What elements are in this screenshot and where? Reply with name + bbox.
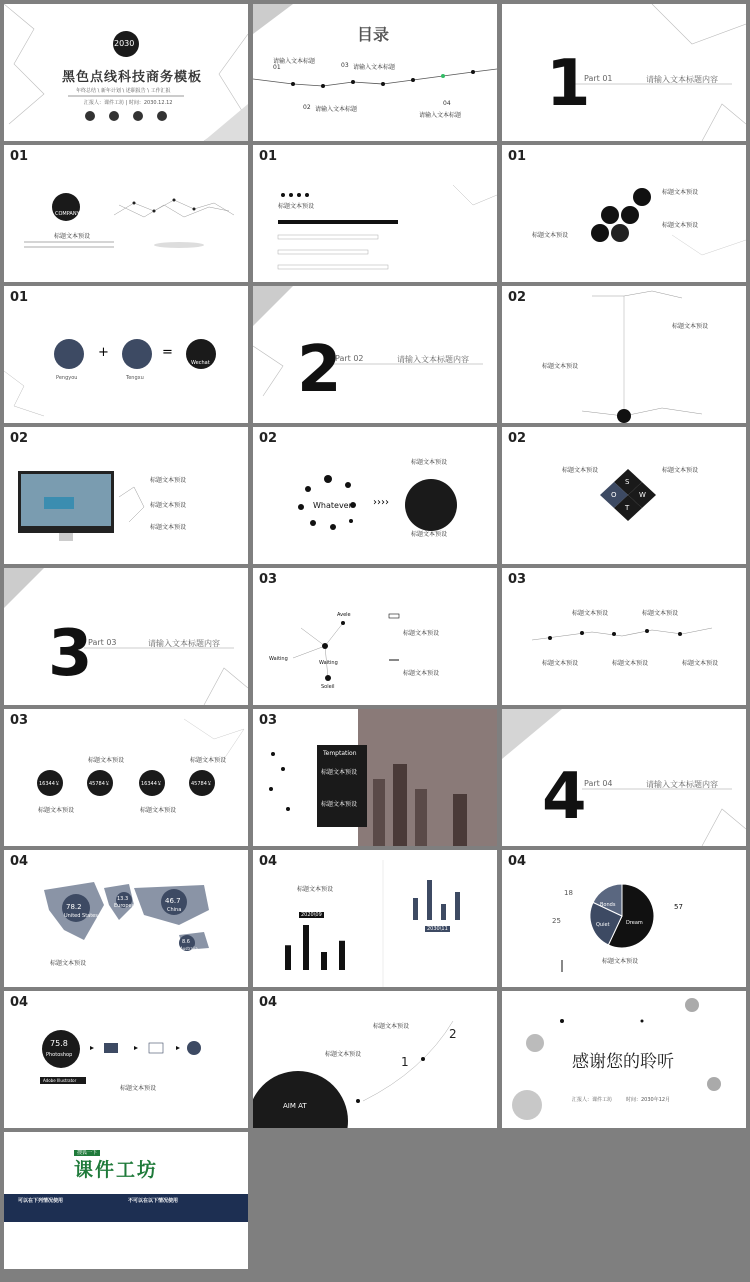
heading: 标题文本预设 <box>672 323 709 330</box>
heading: 标题文本预设 <box>150 524 187 531</box>
map-us-pct: 78.2 <box>66 903 82 911</box>
slide-hexagons[interactable] <box>502 145 746 282</box>
toc-item-2-num: 02 <box>303 104 311 111</box>
section-number: 01 <box>10 290 29 305</box>
price-1: 16344￥ <box>39 781 60 787</box>
part-title: 请输入文本标题内容 <box>646 780 718 789</box>
section-number: 02 <box>10 431 29 446</box>
empty-cell <box>502 1132 746 1269</box>
slide-city[interactable] <box>253 709 497 846</box>
swot-w: W <box>639 491 646 499</box>
hbar-graphic <box>253 145 497 282</box>
price-4: 45784￥ <box>191 781 212 787</box>
heading: 标题文本预设 <box>572 610 609 617</box>
slide-equation[interactable] <box>4 286 248 423</box>
slide-part-2[interactable] <box>253 286 497 423</box>
pie-quiet: Quiet <box>596 922 610 928</box>
thanks-time: 时间：2030年12月 <box>626 1097 671 1103</box>
photoshop-pct: 75.8 <box>50 1039 68 1048</box>
toc-item-1-num: 01 <box>273 64 281 71</box>
section-number: 02 <box>259 431 278 446</box>
number-2: 2 <box>449 1027 457 1041</box>
price-circles <box>4 709 248 846</box>
heading: 标题文本预设 <box>325 1051 362 1058</box>
pengyou-label: Pengyou <box>56 375 78 381</box>
section-number: 03 <box>508 572 527 587</box>
slide-bar-charts[interactable] <box>253 850 497 987</box>
cover-title: 黑色点线科技商务模板 <box>62 70 203 85</box>
heading: 标题文本预设 <box>150 502 187 509</box>
heading: 标题文本预设 <box>54 233 91 240</box>
heading: 标题文本预设 <box>612 660 649 667</box>
toc-title: 目录 <box>357 25 390 44</box>
bar2-1 <box>413 898 418 920</box>
swot-t: T <box>625 504 630 512</box>
waiting2-label: Waiting <box>319 660 338 666</box>
part-digit: 4 <box>542 760 587 834</box>
illustrator-label: Adobe Illustrator <box>43 1078 77 1083</box>
whatever-label: Whatever <box>313 501 352 510</box>
swot-o: O <box>611 491 617 499</box>
part-digit: 1 <box>546 47 591 121</box>
heading: 标题文本预设 <box>662 222 699 229</box>
section-number: 01 <box>259 149 278 164</box>
para-line <box>24 241 114 243</box>
slide-aim[interactable] <box>253 991 497 1128</box>
slide-part-3[interactable] <box>4 568 248 705</box>
price-2: 45784￥ <box>89 781 110 787</box>
heading: 标题文本预设 <box>642 610 679 617</box>
slide-company[interactable] <box>4 145 248 282</box>
section-number: 03 <box>259 713 278 728</box>
section-number: 04 <box>10 854 29 869</box>
slide-pie[interactable] <box>502 850 746 987</box>
network-decor <box>502 709 746 846</box>
swot-s: S <box>625 478 630 486</box>
temptation-label: Temptation <box>323 750 357 757</box>
heading: 标题文本预设 <box>602 958 639 965</box>
arrows: ›››› <box>373 497 389 508</box>
empty-cell <box>253 1132 497 1269</box>
vertical-network <box>502 286 746 423</box>
bar2-2 <box>427 880 432 920</box>
heading: 标题文本预设 <box>682 660 719 667</box>
hexagon-icons <box>502 145 746 282</box>
map-cn-pct: 46.7 <box>165 897 181 905</box>
network-decor <box>4 568 248 705</box>
heading: 标题文本预设 <box>532 232 569 239</box>
not-allowed-title: 不可以在以下情况使用 <box>128 1198 179 1204</box>
bar2-3 <box>441 904 446 920</box>
equals-sign: = <box>162 345 173 360</box>
part-label: Part 01 <box>584 74 613 83</box>
section-number: 01 <box>508 149 527 164</box>
allowed-title: 可以在下列情况使用 <box>18 1198 64 1204</box>
pie-25: 25 <box>552 917 561 925</box>
slide-whatever[interactable] <box>253 427 497 564</box>
cover-subtitle: 年终总结 \ 新年计划 \ 述职报告 \ 工作汇报 <box>76 88 171 94</box>
part-title: 请输入文本标题内容 <box>148 639 220 648</box>
toc-item-3-num: 03 <box>341 62 349 69</box>
heading: 标题文本预设 <box>321 769 358 776</box>
pie-57: 57 <box>674 903 683 911</box>
slide-toc[interactable] <box>253 4 497 141</box>
bar-tag-1: 2020\09 <box>301 912 322 918</box>
monitor-image <box>4 427 248 564</box>
heading: 标题文本预设 <box>411 531 448 538</box>
heading: 标题文本预设 <box>403 630 440 637</box>
heading: 标题文本预设 <box>297 886 334 893</box>
slide-part-4[interactable] <box>502 709 746 846</box>
heading: 标题文本预设 <box>542 660 579 667</box>
star-network <box>253 568 497 705</box>
number-1: 1 <box>401 1055 409 1069</box>
slide-brand[interactable] <box>4 1132 248 1269</box>
heading: 标题文本预设 <box>150 477 187 484</box>
heading: 标题文本预设 <box>38 807 75 814</box>
heading: 标题文本预设 <box>403 670 440 677</box>
bar-1 <box>285 945 291 970</box>
pie-18: 18 <box>564 889 573 897</box>
timeline-line <box>502 568 746 705</box>
slide-star-network[interactable] <box>253 568 497 705</box>
part-digit: 2 <box>297 333 342 407</box>
slide-prices[interactable] <box>4 709 248 846</box>
network-decor <box>502 4 746 141</box>
toc-item-4-num: 04 <box>443 100 451 107</box>
heading: 标题文本预设 <box>190 757 227 764</box>
city-photo <box>253 709 497 846</box>
waiting1-label: Waiting <box>269 656 288 662</box>
section-number: 04 <box>508 854 527 869</box>
part-label: Part 03 <box>88 638 117 647</box>
heading: 标题文本预设 <box>321 801 358 808</box>
heading: 标题文本预设 <box>542 363 579 370</box>
swot-diamonds <box>502 427 746 564</box>
slide-photoshop[interactable] <box>4 991 248 1128</box>
heading: 标题文本预设 <box>278 203 315 210</box>
section-number: 04 <box>259 854 278 869</box>
heading: 标题文本预设 <box>50 960 87 967</box>
company-label: COMPANY <box>55 211 80 217</box>
section-number: 03 <box>10 713 29 728</box>
thanks-title: 感谢您的聆听 <box>572 1052 674 1072</box>
cover-year: 2030 <box>114 39 135 48</box>
toc-item-2-label[interactable]: 请输入文本标题 <box>315 106 358 113</box>
slide-timeline[interactable] <box>502 568 746 705</box>
section-number: 04 <box>10 995 29 1010</box>
soleil-label: Soleil <box>321 684 335 690</box>
avele-label: Avele <box>337 612 351 618</box>
bar-4 <box>339 941 345 970</box>
pie-chart <box>502 850 746 987</box>
slide-cover[interactable] <box>4 4 248 141</box>
map-cn: China <box>167 907 182 913</box>
toc-item-3-label[interactable]: 请输入文本标题 <box>353 64 396 71</box>
info-bar <box>4 1194 248 1222</box>
map-eu-pct: 13.3 <box>117 896 129 902</box>
slide-grid <box>4 4 746 1269</box>
toc-item-4-label[interactable]: 请输入文本标题 <box>419 112 462 119</box>
slide-world-map[interactable] <box>4 850 248 987</box>
world-map <box>4 850 248 987</box>
plus-sign: + <box>98 345 109 360</box>
brand-tag: 搜狐一下 <box>74 1150 100 1156</box>
slide-swot[interactable] <box>502 427 746 564</box>
heading: 标题文本预设 <box>373 1023 410 1030</box>
part-label: Part 04 <box>584 779 613 788</box>
part-title: 请输入文本标题内容 <box>646 75 718 84</box>
pie-dream: Dream <box>626 920 643 926</box>
heading: 标题文本预设 <box>120 1085 157 1092</box>
heading: 标题文本预设 <box>562 467 599 474</box>
map-au: Australia <box>180 946 198 951</box>
thanks-reporter: 汇报人：课件工坊 <box>572 1097 613 1103</box>
heading: 标题文本预设 <box>140 807 177 814</box>
brand-name: 课件工坊 <box>74 1159 159 1181</box>
bar-3 <box>321 952 327 970</box>
map-au-pct: 8.6 <box>182 939 190 945</box>
process-flow <box>4 991 248 1128</box>
slide-part-1[interactable] <box>502 4 746 141</box>
bar-chart <box>253 850 497 987</box>
network-cloud <box>4 145 248 282</box>
tengxu-label: Tengxu <box>126 375 144 381</box>
part-label: Part 02 <box>335 354 364 363</box>
map-eu: European <box>114 903 138 909</box>
heading: 标题文本预设 <box>662 467 699 474</box>
heading: 标题文本预设 <box>662 189 699 196</box>
cover-reporter: 汇报人：课件工坊 | 时间：2030.12.12 <box>84 100 173 106</box>
aim-label: AIM AT <box>283 1102 307 1110</box>
bar2-4 <box>455 892 460 920</box>
bar-2 <box>303 925 309 970</box>
toc-item-1-label[interactable]: 请输入文本标题 <box>273 58 316 65</box>
equation-circles <box>4 286 248 423</box>
bar-tag-2: 2030\11 <box>427 926 448 932</box>
map-us: United States <box>64 913 98 919</box>
dot-ring <box>253 427 497 564</box>
heading: 标题文本预设 <box>88 757 125 764</box>
slide-monitor[interactable] <box>4 427 248 564</box>
price-3: 16344￥ <box>141 781 162 787</box>
slide-thanks[interactable] <box>502 991 746 1128</box>
part-title: 请输入文本标题内容 <box>397 355 469 364</box>
pie-bonds: Bonds <box>600 902 616 908</box>
heading: 标题文本预设 <box>411 459 448 466</box>
part-digit: 3 <box>48 617 93 691</box>
section-number: 01 <box>10 149 29 164</box>
section-number: 02 <box>508 431 527 446</box>
slide-vertical-network[interactable] <box>502 286 746 423</box>
section-number: 02 <box>508 290 527 305</box>
photoshop-label: Photoshop <box>46 1052 73 1058</box>
slide-bars[interactable] <box>253 145 497 282</box>
section-number: 04 <box>259 995 278 1010</box>
section-number: 03 <box>259 572 278 587</box>
para-line <box>24 246 114 248</box>
wechat-label: Wechat <box>191 360 210 366</box>
